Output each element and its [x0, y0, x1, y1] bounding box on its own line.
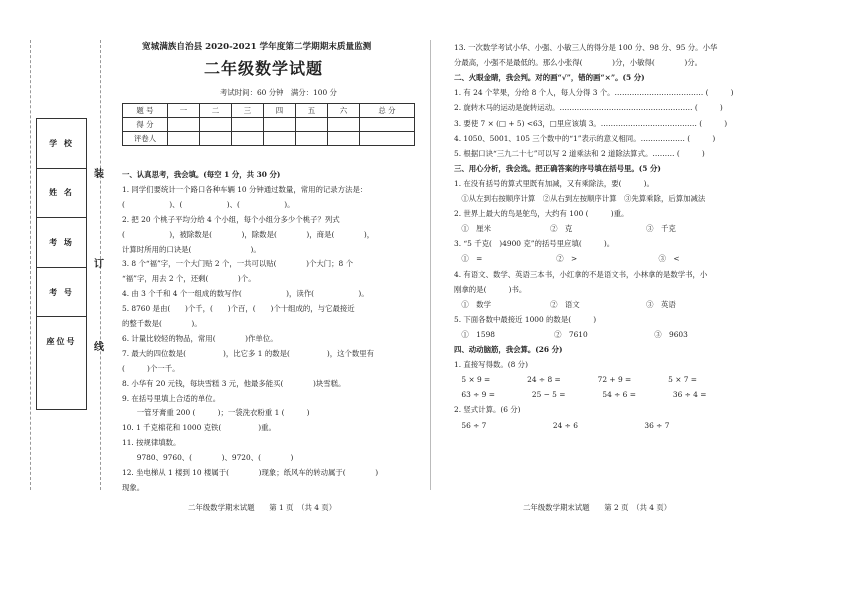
question-line: ① = ② > ③ < — [454, 254, 680, 264]
info-field-label: 考 号 — [37, 268, 86, 318]
question-line: 1. 在没有括号的算式里既有加减，又有乘除法，要( )。 — [454, 178, 654, 188]
question-line: 计算时所用的口诀是( )。 — [122, 244, 261, 254]
score-head-cell: 二 — [200, 104, 232, 118]
grader-row — [123, 132, 415, 146]
question-line: 12. 坐电梯从 1 楼到 10 楼属于( )现象；纸风车的转动属于( ) — [122, 468, 379, 477]
binding-line-left — [30, 40, 31, 490]
question-line: ( )、( )、( )。 — [122, 199, 295, 209]
score-head-cell: 四 — [264, 104, 296, 118]
score-cell — [200, 132, 232, 146]
question-line: 63 ÷ 9 = 25 − 5 = 54 ÷ 6 = 36 ÷ 4 = — [454, 390, 707, 400]
score-header-row — [123, 104, 415, 118]
question-line: ① 厘米 ② 克 ③ 千克 — [454, 224, 676, 234]
question-line: 2. 世界上最大的鸟是鸵鸟，大约有 100 ( )重。 — [454, 209, 629, 219]
score-cell — [328, 118, 360, 132]
question-line: 5. 根据口诀“三九二十七”可以写 2 道乘法和 2 道除法算式。……… ( ) — [454, 148, 705, 158]
question-line: 5 × 9 = 24 ÷ 8 = 72 + 9 = 5 × 7 = — [454, 375, 698, 385]
section-heading: 一、认真思考，我会填。(每空 1 分，共 30 分) — [122, 170, 281, 179]
page-divider — [430, 40, 431, 490]
grader-row-label: 评卷人 — [123, 132, 168, 146]
school-line: 宽城满族自治县 2020-2021 学年度第二学期期末质量监测 — [142, 42, 372, 52]
info-field-label: 学 校 — [37, 119, 86, 169]
section-heading: 四、动动脑筋，我会算。(26 分) — [454, 345, 563, 354]
score-head-cell: 五 — [296, 104, 328, 118]
score-cell — [168, 118, 200, 132]
score-head-cell: 题 号 — [123, 104, 168, 118]
question-line: 2. 竖式计算。(6 分) — [454, 405, 521, 415]
question-line: 9780、9760、( )、9720、( ) — [122, 453, 294, 463]
question-line: 5. 8760 是由( )个千，( )个百，( )个十组成的，与它最接近 — [122, 304, 355, 314]
student-info-box — [36, 118, 87, 410]
question-line: ①从左到右按顺序计算 ②从右到左按顺序计算 ③先算乘除，后算加减法 — [454, 194, 706, 203]
section-heading: 二、火眼金睛，我会判。对的画“√”，错的画“×”。(5 分) — [454, 73, 645, 83]
score-head-cell: 一 — [168, 104, 200, 118]
binding-mark-xian: 线 — [94, 342, 104, 353]
question-line: 1. 同学们要统计一个路口各种车辆 10 分钟通过数量，常用的记录方法是： — [122, 184, 368, 194]
question-line: 分最高，小强不是最低的。那么小张得( )分，小敏得( )分。 — [454, 58, 703, 68]
question-line: 3. “5 千克( )4900 克”的括号里应填( )。 — [454, 239, 615, 249]
score-cell — [200, 118, 232, 132]
score-cell — [328, 132, 360, 146]
question-line: 3. 8 个“福”字，一个大门贴 2 个，一共可以贴( )个大门；8 个 — [122, 259, 353, 269]
question-line: 的整千数是( )。 — [122, 319, 202, 328]
score-cell — [296, 118, 328, 132]
question-line: 现象。 — [122, 482, 145, 492]
score-cell — [296, 132, 328, 146]
score-cell — [232, 132, 264, 146]
question-line: 56 ÷ 7 24 ÷ 6 36 ÷ 7 — [454, 420, 670, 430]
question-line: 9. 在括号里填上合适的单位。 — [122, 393, 221, 403]
info-field-label: 姓 名 — [37, 169, 86, 219]
score-cell — [360, 118, 415, 132]
question-line: 11. 按规律填数。 — [122, 438, 181, 448]
question-line: ① 数学 ② 语文 ③ 英语 — [454, 299, 676, 309]
binding-mark-ding: 订 — [94, 259, 104, 270]
page-title: 二年级数学试题 — [204, 59, 324, 78]
score-head-cell: 六 — [328, 104, 360, 118]
exam-info: 考试时间：60 分钟 满分：100 分 — [220, 88, 337, 97]
question-line: 13. 一次数学考试小华、小强、小敏三人的得分是 100 分、98 分、95 分。小华 — [454, 43, 718, 52]
score-head-cell: 总 分 — [360, 104, 415, 118]
info-field-label: 考 场 — [37, 218, 86, 268]
question-line: ① 1598 ② 7610 ③ 9603 — [454, 329, 688, 339]
question-line: 1. 有 24 个苹果，分给 8 个人，每人分得 3 个。……………………………… ( ) — [454, 88, 734, 98]
question-line: 10. 1 千克棉花和 1000 克铁( )重。 — [122, 423, 276, 433]
question-line: 5. 下面各数中最接近 1000 的数是( ) — [454, 314, 597, 324]
footer-left: 二年级数学期末试题 第 1 页 （共 4 页） — [188, 503, 337, 512]
binding-mark-zhuang: 装 — [94, 169, 104, 180]
score-cell — [168, 132, 200, 146]
question-line: 8. 小华有 20 元钱，每块雪糕 3 元，他最多能买( )块雪糕。 — [122, 378, 346, 388]
score-row-label: 得 分 — [123, 118, 168, 132]
question-line: ( )个一千。 — [122, 363, 180, 373]
question-line: 1. 直接写得数。(8 分) — [454, 360, 528, 370]
question-line: 2. 把 20 个桃子平均分给 4 个小组，每个小组分多少个桃子？列式 — [122, 214, 340, 224]
score-row — [123, 118, 415, 132]
question-line: ( )，被除数是( )，除数是( )，商是( )， — [122, 229, 375, 239]
question-line: 3. 要使 7 × (□ + 5) <63，□里应该填 3。………………………………… ( ) — [454, 118, 728, 128]
score-cell — [232, 118, 264, 132]
score-cell — [360, 132, 415, 146]
question-line: 7. 最大的四位数是( )，比它多 1 的数是( )，这个数里有 — [122, 348, 375, 358]
question-line: 2. 旋转木马的运动是旋转运动。……………………………………………… ( ) — [454, 103, 723, 113]
section-heading: 三、用心分析，我会选。把正确答案的序号填在括号里。(5 分) — [454, 163, 661, 173]
question-line: 6. 计量比较轻的物品，常用( )作单位。 — [122, 333, 278, 343]
question-line: “福”字，用去 2 个，还剩( )个。 — [122, 274, 256, 284]
score-table — [122, 103, 415, 146]
score-cell — [264, 118, 296, 132]
question-line: 4. 有语文、数学、英语三本书，小红拿的不是语文书，小林拿的是数学书，小 — [454, 269, 708, 279]
question-line: 刚拿的是( )书。 — [454, 284, 527, 294]
score-cell — [264, 132, 296, 146]
info-field-label: 座位号 — [46, 337, 77, 347]
footer-right: 二年级数学期末试题 第 2 页 （共 4 页） — [523, 503, 672, 512]
question-line: 一管牙膏重 200 ( )；一袋洗衣粉重 1 ( ) — [122, 408, 310, 418]
question-line: 4. 由 3 个千和 4 个一组成的数写作( )，读作( )。 — [122, 289, 369, 299]
question-line: 4. 1050、5001、105 三个数中的“1”表示的意义相同。……………… ( ) — [454, 133, 716, 143]
score-head-cell: 三 — [232, 104, 264, 118]
